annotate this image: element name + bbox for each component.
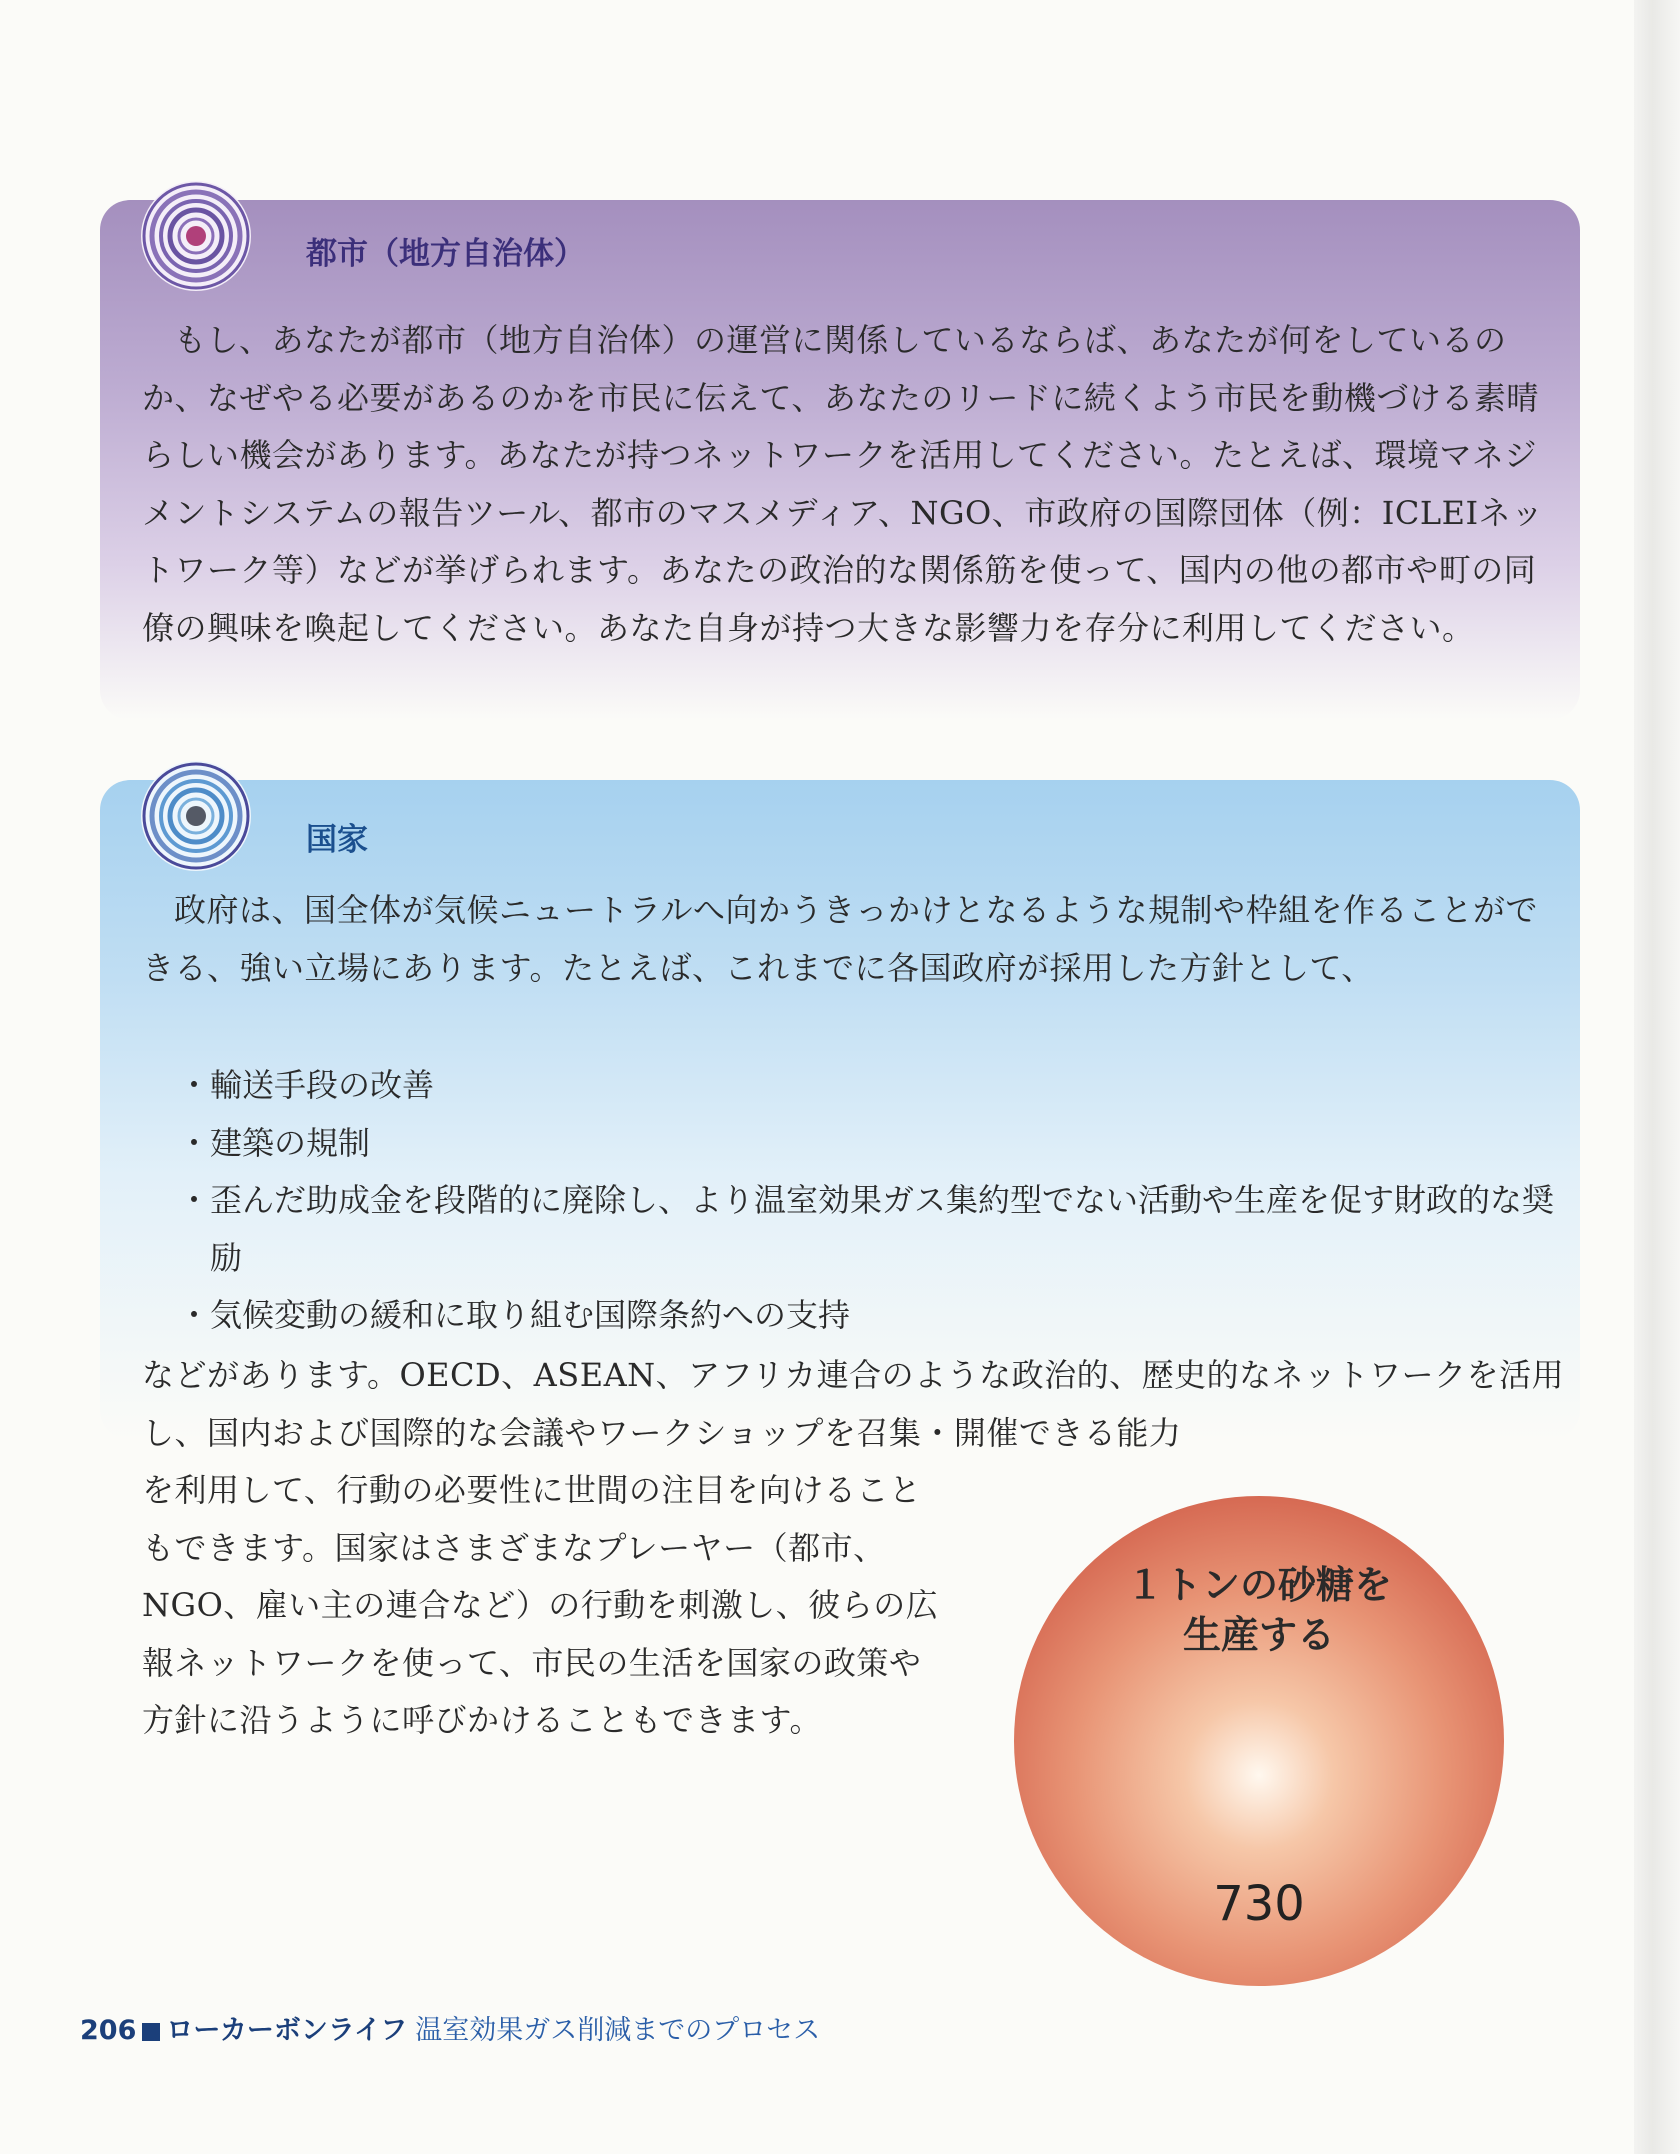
nation-title: 国家 <box>306 822 368 858</box>
list-item: ・ 建築の規制 <box>178 1115 1568 1173</box>
list-item: ・ 気候変動の緩和に取り組む国際条約への支持 <box>178 1287 1568 1345</box>
city-body: もし、あなたが都市（地方自治体）の運営に関係しているならば、あなたが何をしているのか、なぜやる必要があるのかを市民に伝えて、あなたのリードに続くよう市民を動機づける素晴らしい機会があります。あなたが持つネットワークを活用してください。たとえば、環境マネジメントシステムの報告ツール、都市のマスメディア、NGO、市政府の国際団体（例：ICLEIネットワーク等）などが挙げられます。あなたの政治的な関係筋を使って、国内の他の都市や町の同僚の興味を喚起してください。あなた自身が持つ大きな影響力を存分に利用してください。 <box>142 321 1544 647</box>
book-subtitle: 温室効果ガス削減までのプロセス <box>415 2015 821 2046</box>
sphere-value: 730 <box>1213 1876 1305 1932</box>
page-footer <box>80 2008 820 2047</box>
nation-section <box>100 780 1580 1440</box>
page-edge <box>1634 0 1680 2154</box>
concentric-circles-icon <box>138 178 254 294</box>
sphere-label: １トンの砂糖を 生産する <box>1125 1563 1392 1657</box>
page-number: 206 <box>80 2015 137 2046</box>
concentric-circles-icon <box>138 758 254 874</box>
square-bullet-icon <box>142 2023 160 2041</box>
book-title: ローカーボンライフ <box>166 2015 408 2046</box>
list-item: ・ 輸送手段の改善 <box>178 1057 1568 1115</box>
list-item: ・ 歪んだ助成金を段階的に廃除し、より温室効果ガス集約型でない活動や生産を促す財政的な奨励 <box>178 1172 1568 1287</box>
sugar-sphere <box>1014 1496 1504 1986</box>
nation-outro-wide: などがあります。OECD、ASEAN、アフリカ連合のような政治的、歴史的なネットワークを活用し、国内および国際的な会議やワークショップを召集・開催できる能力 <box>142 1356 1565 1452</box>
city-title: 都市（地方自治体） <box>306 236 585 272</box>
city-section <box>100 200 1580 720</box>
nation-intro: 政府は、国全体が気候ニュートラルへ向かうきっかけとなるような規制や枠組を作ることができる、強い立場にあります。たとえば、これまでに各国政府が採用した方針として、 <box>142 891 1539 987</box>
policy-list <box>178 1057 1568 1345</box>
nation-outro-narrow: を利用して、行動の必要性に世間の注目を向けることもできます。国家はさまざまなプレーヤー（都市、NGO、雇い主の連合など）の行動を刺激し、彼らの広報ネットワークを使って、市民の生活を国家の政策や方針に沿うように呼びかけることもできます。 <box>142 1471 939 1739</box>
